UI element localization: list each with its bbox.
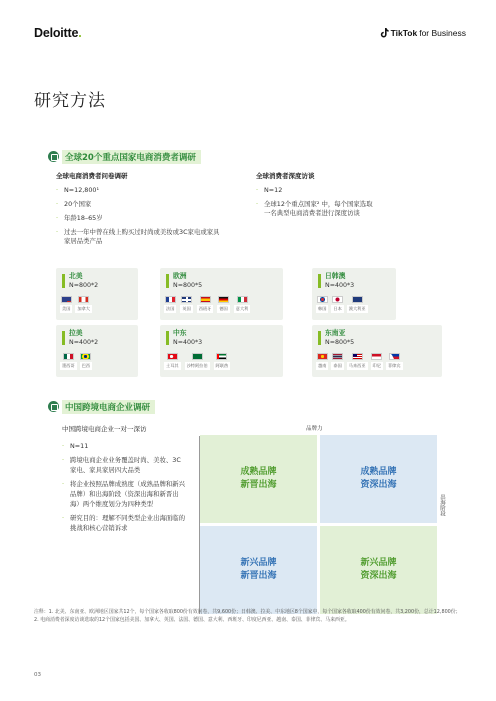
list-item: · N=11 bbox=[62, 442, 89, 450]
page-number: 03 bbox=[34, 672, 41, 678]
list-item: · N=12,800¹ bbox=[56, 186, 100, 194]
thailand-flag-icon bbox=[332, 353, 343, 360]
region-sample: N=800*5 bbox=[173, 282, 203, 289]
quadrant-emerging-senior bbox=[320, 526, 437, 614]
footnote: 注释：1. 北美、东南亚、欧洲地区国家共12个，每个国家各收取800份有效问卷，共9,600份；日韩澳、拉美、中东地区8个国家中，每个国家各收取400份有效问卷，共3,200份，总计12,800份；2. 电商消费者深度访谈选取的12个国家包括美国、加拿大、英国、法国、德国、意大利、西班牙、印度尼西亚、越南、泰国、菲律宾、马来西亚。 bbox=[34, 609, 461, 623]
region-card-jka: 日韩澳 N=400*3 韩国 日本 澳大利亚 bbox=[312, 268, 396, 320]
list-item: · 跨境电商企业业务覆盖时尚、美妆、3C家电、家具家居四大品类 bbox=[62, 456, 181, 474]
deloitte-logo: Deloitte. bbox=[34, 26, 82, 40]
region-name: 中东 bbox=[173, 329, 187, 337]
region-sample: N=400*3 bbox=[325, 282, 355, 289]
list-item: · 全球12个重点国家² 中，每个国家选取一名典型电商消费者进行深度访谈 bbox=[256, 200, 373, 217]
region-card-middle-east: 中东 N=400*3 土耳其 沙特阿拉伯 阿联酋 bbox=[160, 325, 283, 377]
region-card-north-america: 北美 N=800*2 美国 加拿大 bbox=[56, 268, 138, 320]
x-axis-label: 出海阶段 bbox=[439, 494, 445, 516]
section-header-enterprise bbox=[48, 399, 155, 414]
survey-title: 全球电商消费者问卷调研 bbox=[56, 172, 128, 180]
page-title: 研究方法 bbox=[34, 91, 106, 111]
france-flag-icon bbox=[165, 296, 176, 303]
korea-flag-icon bbox=[317, 296, 328, 303]
tiktok-for-business-logo: TikTok for Business bbox=[380, 28, 466, 38]
japan-flag-icon bbox=[332, 296, 343, 303]
region-sample: N=400*3 bbox=[173, 339, 203, 346]
region-card-europe: 欧洲 N=800*5 法国 英国 西班牙 德国 意大利 bbox=[160, 268, 283, 320]
enterprise-bullets bbox=[62, 442, 186, 533]
list-item: · 研究目的：理解不同类型企业出海面临的挑战和核心营销诉求 bbox=[62, 514, 186, 532]
section-icon bbox=[48, 151, 59, 162]
list-item: · 过去一年中曾在线上购买过时尚或美妆或3C家电或家具家居品类产品 bbox=[56, 228, 220, 245]
list-item: · N=12 bbox=[256, 186, 283, 194]
region-sample: N=400*2 bbox=[69, 339, 99, 346]
survey-column bbox=[56, 171, 236, 246]
region-sample: N=800*5 bbox=[325, 339, 355, 346]
quadrant-emerging-new bbox=[200, 526, 317, 614]
uk-flag-icon bbox=[181, 296, 192, 303]
philippines-flag-icon bbox=[389, 353, 400, 360]
region-name: 北美 bbox=[69, 272, 83, 280]
italy-flag-icon bbox=[237, 296, 248, 303]
section-title: 全球20个重点国家电商消费者调研 bbox=[62, 150, 201, 164]
mexico-flag-icon bbox=[63, 353, 74, 360]
section-header-consumer bbox=[48, 149, 201, 164]
quadrant-label: 新兴品牌 资深出海 bbox=[360, 558, 397, 581]
section-title: 中国跨境电商企业调研 bbox=[62, 400, 155, 414]
quadrant-mature-senior bbox=[320, 435, 437, 523]
australia-flag-icon bbox=[352, 296, 363, 303]
tiktok-note-icon bbox=[380, 28, 389, 38]
interview-column bbox=[256, 171, 386, 218]
y-axis-label: 品牌力 bbox=[306, 426, 323, 432]
list-item: · 年龄18–65岁 bbox=[56, 214, 103, 222]
interview-title: 全球消费者深度访谈 bbox=[256, 172, 315, 180]
quadrant-label: 成熟品牌 资深出海 bbox=[360, 467, 397, 490]
list-item: · 将企业按照品牌成熟度（成熟品牌和新兴品牌）和出海阶段（资深出海和新晋出海）两个维度划分为四种类型 bbox=[62, 480, 186, 508]
region-sample: N=800*2 bbox=[69, 282, 99, 289]
canada-flag-icon bbox=[78, 296, 89, 303]
uae-flag-icon bbox=[216, 353, 227, 360]
saudi-flag-icon bbox=[192, 353, 203, 360]
quadrant-label: 成熟品牌 新晋出海 bbox=[240, 467, 277, 490]
vietnam-flag-icon bbox=[317, 353, 328, 360]
enterprise-subtitle: 中国跨境电商企业一对一深访 bbox=[62, 425, 147, 433]
indonesia-flag-icon bbox=[371, 353, 382, 360]
list-item: · 20个国家 bbox=[56, 200, 92, 208]
brazil-flag-icon bbox=[80, 353, 91, 360]
turkey-flag-icon bbox=[167, 353, 178, 360]
region-name: 东南亚 bbox=[325, 329, 346, 337]
germany-flag-icon bbox=[218, 296, 229, 303]
malaysia-flag-icon bbox=[352, 353, 363, 360]
region-name: 拉美 bbox=[69, 329, 83, 337]
quadrant-mature-new bbox=[200, 435, 317, 523]
region-card-southeast-asia: 东南亚 N=800*5 越南 泰国 马来西亚 印尼 菲律宾 bbox=[312, 325, 442, 377]
region-name: 日韩澳 bbox=[325, 272, 346, 280]
us-flag-icon bbox=[61, 296, 72, 303]
quadrant-label: 新兴品牌 新晋出海 bbox=[240, 558, 277, 581]
region-card-latam: 拉美 N=400*2 墨西哥 巴西 bbox=[56, 325, 138, 377]
spain-flag-icon bbox=[200, 296, 211, 303]
section-icon bbox=[48, 401, 59, 412]
region-name: 欧洲 bbox=[173, 272, 187, 280]
